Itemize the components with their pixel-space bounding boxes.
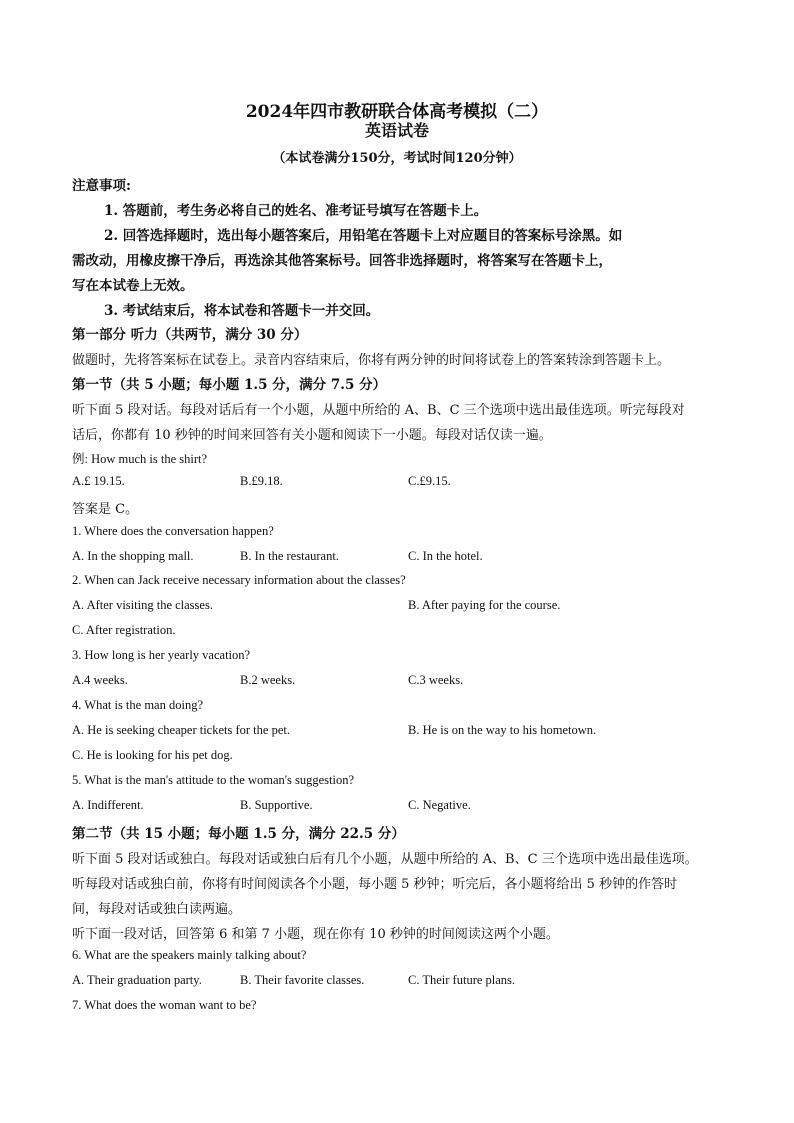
notice-item-2-line-3: 写在本试卷上无效。 — [72, 278, 194, 294]
question-4-option-c: C. He is looking for his pet dog. — [72, 748, 233, 762]
question-4-option-a: A. He is seeking cheaper tickets for the pet. — [72, 723, 290, 737]
question-6: 6. What are the speakers mainly talking about? — [72, 948, 307, 962]
question-6-option-b: B. Their favorite classes. — [240, 973, 365, 987]
example-question: 例: How much is the shirt? — [72, 452, 208, 466]
example-option-a: A.£ 19.15. — [72, 474, 125, 488]
question-5: 5. What is the man's attitude to the woman's suggestion? — [72, 773, 355, 787]
question-4-option-b: B. He is on the way to his hometown. — [408, 723, 597, 737]
question-5-option-b: B. Supportive. — [240, 798, 313, 812]
part1-heading: 第一部分 听力（共两节，满分 30 分） — [72, 327, 308, 343]
example-option-b: B.£9.18. — [240, 474, 283, 488]
question-2-option-b: B. After paying for the course. — [408, 598, 561, 612]
section2-instruction-line-3: 间，每段对话或独白读两遍。 — [72, 902, 242, 917]
question-1: 1. Where does the conversation happen? — [72, 524, 274, 538]
section2-instruction-line-2: 听每段对话或独白前，你将有时间阅读各个小题，每小题 5 秒钟；听完后，各小题将给出 5 秒钟的作答时 — [72, 877, 678, 892]
notice-item-2-line-1: 2. 回答选择题时，选出每小题答案后，用铅笔在答题卡上对应题目的答案标号涂黑。如 — [104, 228, 623, 244]
notice-item-3: 3. 考试结束后，将本试卷和答题卡一并交回。 — [104, 303, 380, 319]
question-1-option-a: A. In the shopping mall. — [72, 549, 194, 563]
section1-heading: 第一节（共 5 小题；每小题 1.5 分，满分 7.5 分） — [72, 377, 387, 393]
example-option-c: C.£9.15. — [408, 474, 451, 488]
exam-score-note: （本试卷满分150分，考试时间120分钟） — [272, 151, 522, 166]
question-2: 2. When can Jack receive necessary information about the classes? — [72, 573, 406, 587]
notice-item-1: 1. 答题前，考生务必将自己的姓名、准考证号填写在答题卡上。 — [104, 203, 488, 219]
section2-heading: 第二节（共 15 小题；每小题 1.5 分，满分 22.5 分） — [72, 826, 405, 842]
question-3-option-c: C.3 weeks. — [408, 673, 464, 687]
question-5-option-a: A. Indifferent. — [72, 798, 144, 812]
question-6-option-a: A. Their graduation party. — [72, 973, 202, 987]
exam-subtitle: 英语试卷 — [364, 121, 429, 140]
question-3: 3. How long is her yearly vacation? — [72, 648, 251, 662]
question-7: 7. What does the woman want to be? — [72, 998, 257, 1012]
question-1-option-c: C. In the hotel. — [408, 549, 483, 563]
question-2-option-c: C. After registration. — [72, 623, 176, 637]
question-3-option-a: A.4 weeks. — [72, 673, 128, 687]
question-2-option-a: A. After visiting the classes. — [72, 598, 213, 612]
section1-instruction-line-2: 话后，你都有 10 秒钟的时间来回答有关小题和阅读下一小题。每段对话仅读一遍。 — [72, 428, 552, 443]
exam-title: 2024年四市教研联合体高考模拟（二） — [245, 102, 549, 122]
section2-instruction-line-4: 听下面一段对话，回答第 6 和第 7 小题，现在你有 10 秒钟的时间阅读这两个小题。 — [72, 927, 559, 942]
section2-instruction-line-1: 听下面 5 段对话或独白。每段对话或独白后有几个小题，从题中所给的 A、B、C 三个选项中选出最佳选项。 — [72, 852, 698, 867]
notice-heading: 注意事项: — [72, 178, 131, 194]
question-1-option-b: B. In the restaurant. — [240, 549, 339, 563]
section1-instruction-line-1: 听下面 5 段对话。每段对话后有一个小题，从题中所给的 A、B、C 三个选项中选出最佳选项。听完每段对 — [72, 403, 685, 418]
question-3-option-b: B.2 weeks. — [240, 673, 296, 687]
question-5-option-c: C. Negative. — [408, 798, 471, 812]
example-answer: 答案是 C。 — [72, 502, 139, 517]
question-4: 4. What is the man doing? — [72, 698, 203, 712]
notice-item-2-line-2: 需改动，用橡皮擦干净后，再选涂其他答案标号。回答非选择题时，将答案写在答题卡上， — [72, 253, 612, 269]
question-6-option-c: C. Their future plans. — [408, 973, 516, 987]
part1-instruction: 做题时，先将答案标在试卷上。录音内容结束后，你将有两分钟的时间将试卷上的答案转涂到答题卡上。 — [72, 353, 671, 368]
